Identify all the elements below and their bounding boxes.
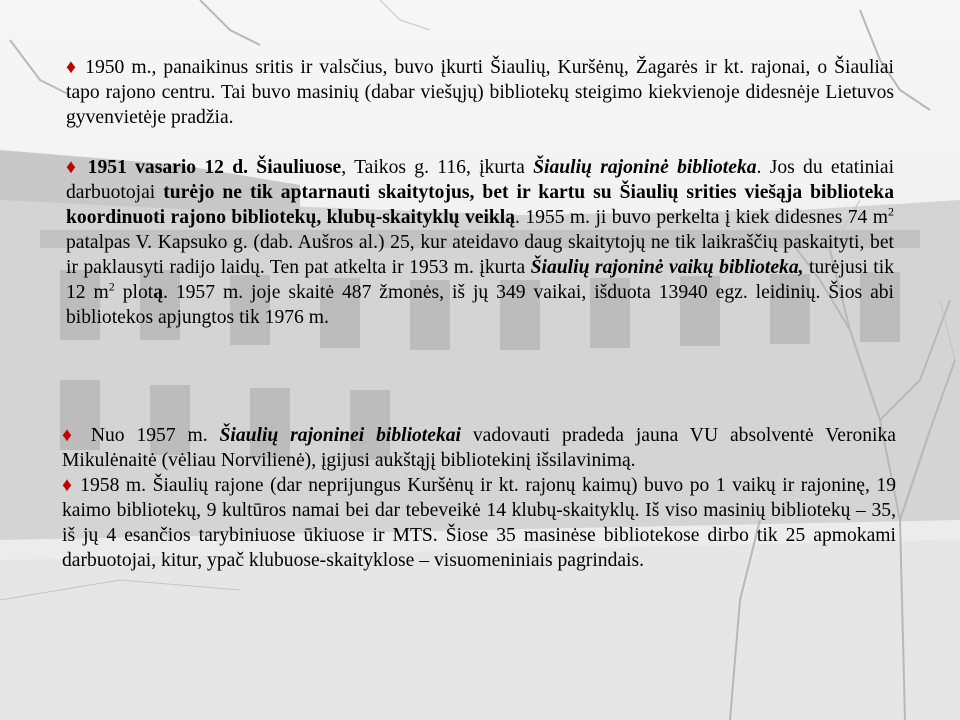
paragraph-1950: [66, 55, 894, 130]
diamond-bullet-icon: ♦: [66, 157, 80, 178]
diamond-bullet-icon: ♦: [66, 57, 79, 78]
library-name: Šiaulių rajoninė biblioteka: [533, 157, 757, 178]
staff-task: turėjo ne tik aptarnauti skaitytojus, bet ir kartu su Šiaulių srities viešąja biblioteka koordinuoti rajono bibliotekų, klubų-skaityklų veiklą: [66, 182, 894, 228]
paragraph-1951: ♦ 1951 vasario 12 d. Šiauliuose, Taikos g. 116, įkurta Šiaulių rajoninė biblioteka. Jos du etatiniai darbuotojai turėjo ne tik aptarnauti skaitytojus, bet ir kartu su Šiaulių srities viešąja biblioteka koordinuoti rajono bibliotekų, klubų-skaityklų veiklą. 1955 m. ji buvo perkelta į kiek didesnes 74 $m^2$ patalpas V. Kapsuko g. (dab. Aušros al.) 25, kur ateidavo daug skaitytojų ne tik laikraščių paskaityti, bet ir paklausyti radijo laidų. Ten pat atkelta ir 1953 m. įkurta Šiaulių rajoninė vaikų biblioteka, turėjusi tik 12 $m^2$ plotą. 1957 m. joje skaitė 487 žmonės, iš jų 349 vaikai, išduota 13940 egz. leidinių. Šios abi bibliotekos apjungtos tik 1976 m.: [66, 157, 895, 328]
paragraph-1958: ♦ 1958 m. Šiaulių rajone (dar neprijungus Kuršėnų ir kt. rajonų kaimų) buvo po 1 vaikų ir rajoninę, 19 kaimo bibliotekų, 9 kultūros namai bei dar tebeveikė 14 klubų-skaityklų. Iš viso masinių bibliotekų – 35, iš jų 4 esančios tarybiniuose ūkiuose ir MTS. Šiose 35 masinėse bibliotekose dirbo tik 25 apmokami darbuotojai, kitur, ypač klubuose-skaityklose – visuomeniniais pagrindais.: [62, 475, 896, 571]
founding-date-place: 1951 vasario 12 d. Šiauliuose: [87, 157, 342, 178]
paragraph-1950-text: 1950 m., panaikinus sritis ir valsčius, buvo įkurti Šiaulių, Kuršėnų, Žagarės ir kt. rajonai, o Šiauliai tapo rajono centru. Tai buvo masinių (dabar viešųjų) bibliotekų steigimo kiekvienoje didesnėje Lietuvos gyvenvietėje pradžia.: [66, 57, 894, 128]
paragraph-1957: ♦ Nuo 1957 m. Šiaulių rajoninei bibliotekai vadovauti pradeda jauna VU absolventė Veronika Mikulėnaitė (vėliau Norvilienė), įgijusi aukštąjį bibliotekinį išsilavinimą.: [62, 425, 896, 471]
diamond-bullet-icon: ♦: [62, 475, 74, 496]
district-library-name: Šiaulių rajoninei bibliotekai: [219, 425, 461, 446]
diamond-bullet-icon: ♦: [62, 425, 79, 446]
paragraph-1957-1958: [62, 423, 896, 573]
children-library-name: Šiaulių rajoninė vaikų biblioteka,: [530, 257, 804, 278]
